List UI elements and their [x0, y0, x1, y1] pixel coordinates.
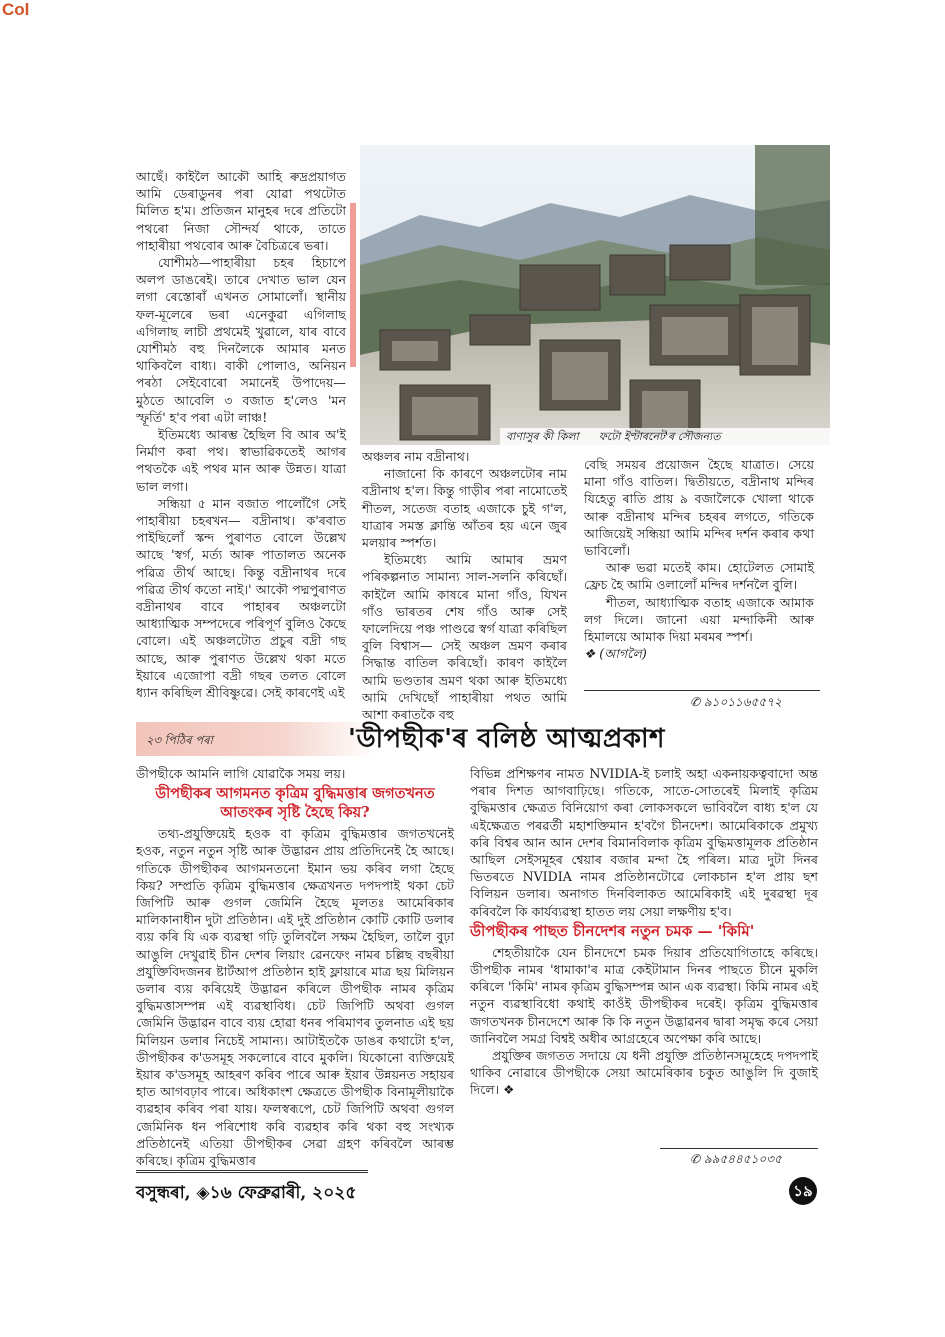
paragraph: ডীপছীকে আমনি লাগি যোৱাকৈ সময় লয়। — [136, 766, 346, 781]
caption-title: বাণাসুৰ কী কিলা — [506, 430, 579, 443]
paragraph: শেহতীয়াকৈ যেন চীনদেশে চমক দিয়াৰ প্ৰতিযোগিতাহে কৰিছে। ডীপছীক নামৰ 'ধামাকা'ৰ মাত্ৰ কেইটামান দিনৰ পাছতে চীনে মুকলি কৰিলে 'কিমি' নামৰ কৃত্ৰিম বুদ্ধিসম্পন্ন আন এক ব্যৱস্থা। কিমি নামৰ এই নতুন ব্যৱস্থাবিধো কথাই কাওঁই ডীপছীকৰ দৰেই। কৃত্ৰিম বুদ্ধিমত্তাৰ জগতখনক চীনদেশে আৰু কি কি নতুন উদ্ভাৱনৰ দ্বাৰা সমৃদ্ধ কৰে সেয়া জানিবলৈ সমগ্ৰ বিশ্বই অধীৰ আগ্ৰহেৰে অপেক্ষা কৰি আছে। — [470, 944, 818, 1046]
article1-column-2 — [362, 448, 567, 723]
magazine-issue: বসুন্ধৰা, ◈১৬ ফেব্ৰুৱাৰী, ২০২৫ — [136, 1183, 357, 1203]
corner-label: Col — [2, 0, 30, 19]
paragraph: যোশীমঠ—পাহাৰীয়া চহৰ হিচাপে অলপ ডাঙৰেই। তাৰে দেখাত ভাল যেন লগা ৰেস্তোৰাঁ এখনত সোমালোঁ। স্থানীয় ফল-মূলেৰে ভৰা এনেকুৱা এগিলাছ এগিলাছ লাচী প্ৰথমেই খুৱালে, যাৰ বাবে যোশীমঠ বহু দিনলৈকে আমাৰ মনত থাকিবলৈ বাধ্য। বাকী পোলাও, অনিয়ন পৰঠা সেইবোৰো সমানেই উপাদেয়— মুঠতে আবেলি ৩ বজাত হ'লেও 'মন স্ফূৰ্তি' হ'ব পৰা এটা লাঞ্চ! — [136, 255, 346, 425]
article-banner — [136, 718, 821, 762]
article-title: 'ডীপছীক'ৰ বলিষ্ঠ আত্মপ্ৰকাশ — [348, 724, 665, 754]
paragraph: ইতিমধ্যে আৰম্ভ হৈছিল বি আৰ অ'ই নিৰ্মাণ কৰা পথ। স্বাভাৱিকতেই আগৰ পথতকৈ এই পথৰ মান আৰু উন্নত। যাত্ৰা ভাল লগা। — [136, 427, 346, 494]
continued-from: ২৩ পিঠিৰ পৰা — [146, 733, 213, 747]
page-number: ১৯ — [789, 1177, 817, 1205]
paragraph: আছেঁ। কাইলৈ আকৌ আহি ৰুদ্ৰপ্ৰয়াগত আমি ডেৰাডুনৰ পৰা যোৱা পথটোত মিলিত হ'ম। প্ৰতিজন মানুহৰ দৰে প্ৰতিটো পথৰো নিজা সৌন্দৰ্য থাকে, তাতে পাহাৰীয়া পথবোৰ আৰু বৈচিত্ৰৰে ভৰা। — [136, 169, 346, 253]
divider — [584, 690, 820, 691]
paragraph: শীতল, আধ্যাত্মিক বতাহ এজাকে আমাক লগ দিলে। জানো এয়া মন্দাকিনী আৰু হিমালয়ে আমাক দিয়া মৰমৰ স্পৰ্শ। — [584, 594, 814, 645]
article2-column-left — [136, 765, 454, 1169]
footer-rule — [136, 1170, 368, 1173]
section-heading: ডীপছীকৰ পাছত চীনদেশৰ নতুন চমক — 'কিমি' — [470, 921, 755, 940]
article2-column-right — [470, 765, 818, 1099]
article1-column-3 — [584, 456, 814, 662]
accent-bar — [350, 203, 356, 367]
paragraph: বেছি সময়ৰ প্ৰয়োজন হৈছে যাত্ৰাত। সেয়ে মানা গাঁও বাতিল। দ্বিতীয়তে, বদ্ৰীনাথ মন্দিৰ যিহেতু ৰাতি প্ৰায় ৯ বজালৈকে খোলা থাকে আৰু বদ্ৰীনাথ মন্দিৰ চহৰৰ লগতে, গতিকে আজিয়েই সন্ধিয়া আমি মন্দিৰ দৰ্শন কৰাৰ কথা ভাবিলোঁ। — [584, 457, 814, 559]
paragraph: ইতিমধ্যে আমি আমাৰ ভ্ৰমণ পৰিকল্পনাত সামান্য সাল-সলনি কৰিছোঁ। কাইলৈ আমি কাষৰে মানা গাঁও, যিখন গাঁও ভাৰতৰ শেষ গাঁও আৰু সেই ফালেদিয়ে পঞ্চ পাণ্ডৱে স্বৰ্গ যাত্ৰা কৰিছিল বুলি বিশ্বাস— সেই অঞ্চল ভ্ৰমণ কৰাৰ সিদ্ধান্ত বাতিল কৰিছোঁ। কাৰণ কাইলৈ আমি ভণ্ডতাৰ ভ্ৰমণ থকা আৰু ইতিমধ্যে আমি দেখিছোঁ পাহাৰীয়া পথত আমি আশা কৰাতকৈ বহু — [362, 552, 567, 723]
paragraph: বিভিন্ন প্ৰশিক্ষণৰ নামত NVIDIA-ই চলাই অহা একনায়কত্ববাদো অন্ত পৰাৰ দিশত আগবাঢ়িছে। গতিকে, সাতে-সোতৰেই মিলাই কৃত্ৰিম বুদ্ধিমত্তাৰ ক্ষেত্ৰত বিনিয়োগ কৰা লোকসকলে ভাবিবলৈ বাধ্য হ'ল যে এইক্ষেত্ৰত পৰৱৰ্তী মহাশক্তিমান হ'বগৈ চীনদেশ। আমেৰিকাকে প্ৰমুখ্য কৰি বিশ্বৰ আন আন দেশৰ বিমানবিলাক কৃত্ৰিম বুদ্ধিমত্তামূলক প্ৰতিষ্ঠান আছিল সেইসমূহৰ শ্বেয়াৰ বজাৰ মন্দা হৈ পৰিল। মাত্ৰ দুটা দিনৰ ভিতৰতে NVIDIA নামৰ প্ৰতিষ্ঠানটোৱে লোকচান হ'ল প্ৰায় ছশ বিলিয়ন ডলাৰ। অনাগত দিনবিলাকত আমেৰিকাই এই দুৰৱস্থা দূৰ কৰিবলৈ কি কাৰ্যব্যৱস্থা হাতত লয় সেয়া লক্ষণীয় হ'ব। — [470, 766, 818, 919]
article1-column-1 — [136, 168, 346, 701]
paragraph: অঞ্চলৰ নাম বদ্ৰীনাথ। — [362, 449, 470, 464]
divider — [660, 1148, 818, 1149]
caption-credit: ফটো ইণ্টাৰনেট'ৰ সৌজন্যত — [598, 430, 721, 443]
fort-photo — [360, 145, 830, 445]
paragraph: নাজানো কি কাৰণে অঞ্চলটোৰ নাম বদ্ৰীনাথ হ'ল। কিন্তু গাড়ীৰ পৰা নামোতেই শীতল, সতেজ বতাহ এজাকে চুই গ'ল, যাত্ৰাৰ সমস্ত ক্লান্তি আঁতৰ হয় এনে জুৰ মলয়াৰ স্পৰ্শত। — [362, 466, 567, 551]
phone-number: ✆ ৯১০১১৬৫৫৭২ — [690, 695, 782, 709]
fort-illustration — [360, 145, 830, 445]
end-note: ❖ (আগলৈ) — [584, 646, 647, 662]
section-heading: ডীপছীকৰ আগমনত কৃত্ৰিম বুদ্ধিমত্তাৰ জগতখনত আতংকৰ সৃষ্টি হৈছে কিয়? — [155, 785, 435, 822]
paragraph: তথ্য-প্ৰযুক্তিয়েই হওক বা কৃত্ৰিম বুদ্ধিমত্তাৰ জগতখনেই হওক, নতুন নতুন সৃষ্টি আৰু উদ্ভাৱন প্ৰায় প্ৰতিদিনেই হৈ আছে। গতিকে ডীপছীকৰ আগমনতনো ইমান ভয় কৰিব লগা হৈছে কিয়? সম্প্ৰতি কৃত্ৰিম বুদ্ধিমত্তাৰ ক্ষেত্ৰখনত দপদপাই থকা চেট জিপিটি আৰু গুগল জেমিনি হৈছে মূলতঃ আমেৰিকাৰ মালিকানাধীন দুটা প্ৰতিষ্ঠান। এই দুই প্ৰতিষ্ঠান কোটি কোটি ডলাৰ ব্যয় কৰি যি এক ব্যৱস্থা গঢ়ি তুলিবলৈ সক্ষম হৈছিল, তালৈ বুঢ়া আঙুলি দেখুৱাই চীন দেশৰ লিয়াং ৱেনফেং নামৰ চল্লিছ বছৰীয়া প্ৰযুক্তিবিদজনৰ ষ্টাৰ্টআপ প্ৰতিষ্ঠান হাই ফ্লায়াৰে মাত্ৰ ছয় মিলিয়ন ডলাৰ ব্যয় কৰিয়েই উদ্ভাৱন কৰিলে ডীপছীক নামৰ কৃত্ৰিম বুদ্ধিমত্তাসম্পন্ন এই ব্যৱস্থাবিধ। চেট জিপিটি অথবা গুগল জেমিনি উদ্ভাৱন বাবে ব্যয় হোৱা ধনৰ পৰিমাণৰ তুলনাত এই ছয় মিলিয়ন ডলাৰ নিচেই সামান্য। আটাইতকৈ ডাঙৰ কথাটো হ'ল, ডীপছীকৰ ক'ডসমূহ সকলোৰে বাবে মুকলি। যিকোনো ব্যক্তিয়েই ইয়াৰ ক'ডসমূহ আহৰণ কৰিব পাৰে আৰু ইয়াৰ উন্নয়নত সহায়ৰ হাত আগবঢ়াব পাৰে। অধিকাংশ ক্ষেত্ৰতে ডীপছীক বিনামূলীয়াকৈ ব্যৱহাৰ কৰিব পৰা যায়। ফলস্বৰূপে, চেট জিপিটি অথবা গুগল জেমিনিক ধন পৰিশোধ কৰি ব্যৱহাৰ কৰি থকা বহু সংখ্যক প্ৰতিষ্ঠানেই এতিয়া ডীপছীকৰ সেৱা গ্ৰহণ কৰিবলৈ আৰম্ভ কৰিছে। কৃত্ৰিম বুদ্ধিমত্তাৰ — [136, 826, 454, 1169]
paragraph: প্ৰযুক্তিৰ জগতত সদায়ে যে ধনী প্ৰযুক্তি প্ৰতিষ্ঠানসমূহেহে দপদপাই থাকিব নোৱাৰে ডীপছীকে সেয়া আমেৰিকাৰ চকুত আঙুলি দি বুজাই দিলে। ❖ — [470, 1048, 818, 1098]
photo-caption — [500, 428, 836, 446]
paragraph: সন্ধিয়া ৫ মান বজাত পালোঁগৈ সেই পাহাৰীয়া চহৰখন— বদ্ৰীনাথ। ক'ৰবাত পাইছিলোঁ স্কন্দ পুৰাণত বোলে উল্লেখ আছে 'স্বৰ্গ, মৰ্ত্য আৰু পাতালত অনেক পৱিত্ৰ তীৰ্থ আছে। কিন্তু বদ্ৰীনাথৰ দৰে পৱিত্ৰ তীৰ্থ কতো নাই।' আকৌ পদ্মপুৰাণত বদ্ৰীনাথৰ বাবে পাহাৰৰ অঞ্চলটো আধ্যাত্মিক সম্পদেৰে পৰিপূৰ্ণ বুলিও কৈছে বোলে। এই অঞ্চলটোত প্ৰচুৰ বদ্ৰী গছ আছে, আৰু পুৰাণত উল্লেখ থকা মতে ইয়াৰে এজোপা বদ্ৰী গছৰ তলত বোলে ধ্যান কৰিছিল শ্ৰীবিষ্ণুৱে। সেই কাৰণেই এই — [136, 495, 346, 701]
phone-number: ✆ ৯৯৫৪৪৫১০৩৫ — [690, 1152, 782, 1166]
paragraph: আৰু ভৱা মতেই কাম। হোটেলত সোমাই ফ্ৰেচ হৈ আমি ওলালোঁ মন্দিৰ দৰ্শনলৈ বুলি। — [584, 560, 814, 593]
